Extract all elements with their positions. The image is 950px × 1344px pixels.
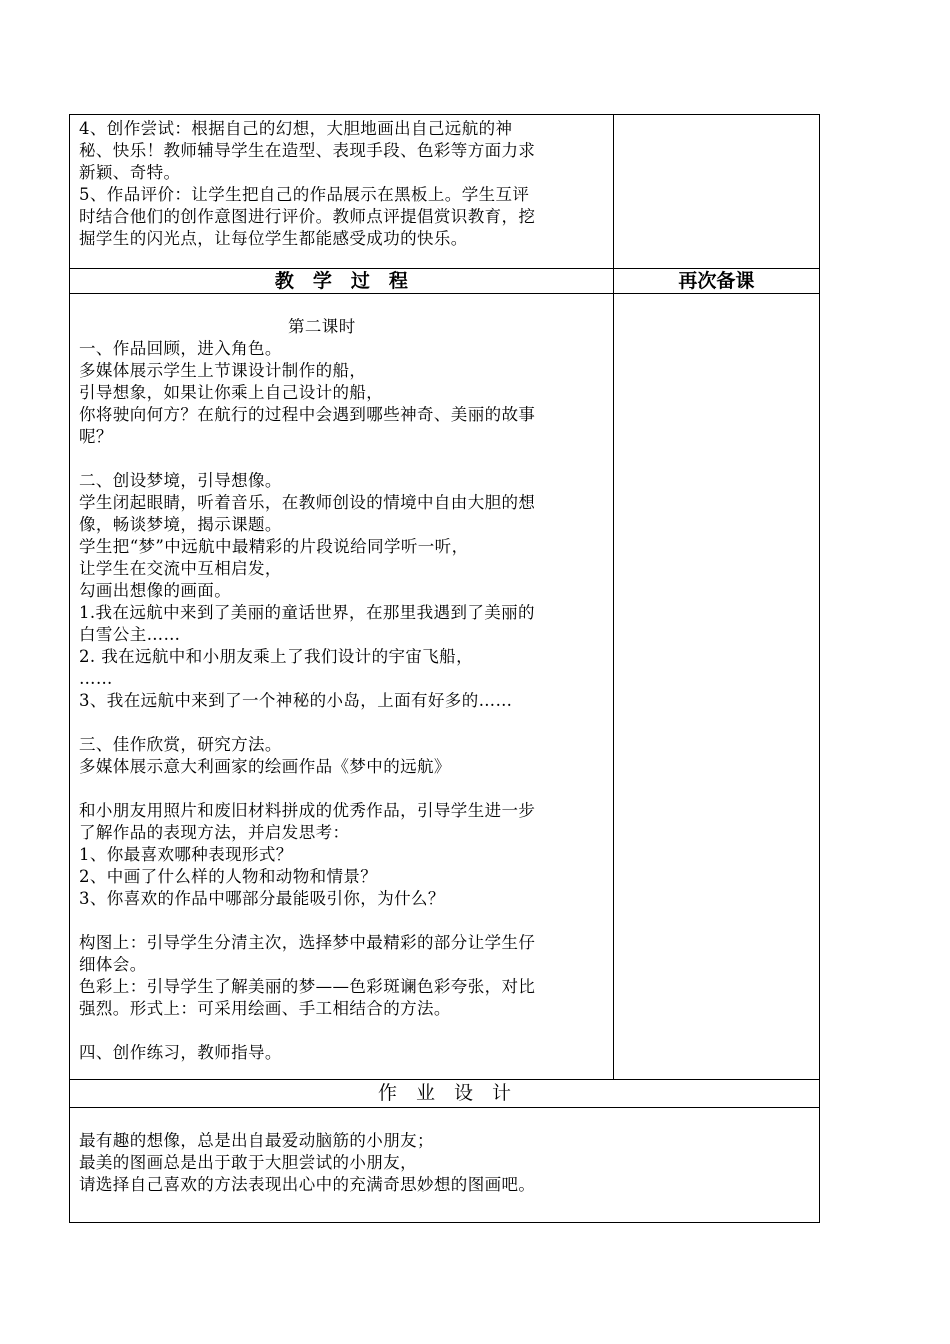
lesson-line: 四、创作练习，教师指导。 — [79, 1043, 282, 1062]
homework-body-row — [70, 1108, 820, 1223]
lesson-line — [79, 910, 603, 932]
lesson-line: 构图上：引导学生分清主次，选择梦中最精彩的部分让学生仔 — [79, 933, 536, 952]
homework-text — [70, 1108, 819, 1196]
lesson-line: 强烈。形式上：可采用绘画、手工相结合的方法。 — [79, 999, 451, 1018]
top-section-text — [70, 115, 613, 250]
lesson-line: 让学生在交流中互相启发， — [79, 559, 282, 578]
lesson-line: 三、佳作欣赏，研究方法。 — [79, 735, 282, 754]
re-prepare-header — [613, 269, 819, 294]
process-header-row — [70, 269, 820, 294]
lesson-line: 引导想象，如果让你乘上自己设计的船， — [79, 383, 384, 402]
top-section-line: 新颖、奇特。 — [79, 163, 181, 182]
lesson-line: 多媒体展示学生上节课设计制作的船， — [79, 361, 367, 380]
lesson-line: 学生把“梦”中远航中最精彩的片段说给同学听一听， — [79, 537, 469, 556]
lesson-line: 色彩上：引导学生了解美丽的梦——色彩斑谰色彩夸张，对比 — [79, 977, 536, 996]
homework-line: 最有趣的想像，总是出自最爱动脑筋的小朋友； — [79, 1131, 434, 1150]
lesson-side-cell — [613, 294, 819, 1080]
top-section-line: 掘学生的闪光点，让每位学生都能感受成功的快乐。 — [79, 229, 468, 248]
top-section-line: 5、作品评价：让学生把自己的作品展示在黑板上。学生互评 — [79, 185, 530, 204]
lesson-subtitle: 第二课时 — [288, 317, 356, 336]
lesson-line: 1、你最喜欢哪种表现形式？ — [79, 845, 293, 864]
homework-header-label: 作 业 设 计 — [377, 1082, 511, 1104]
lesson-body-content — [70, 294, 614, 1080]
lesson-line: …… — [79, 669, 113, 688]
homework-body-content — [70, 1108, 820, 1223]
lesson-line: 像，畅谈梦境，揭示课题。 — [79, 515, 282, 534]
top-section-side-cell — [613, 115, 819, 269]
lesson-line: 你将驶向何方？在航行的过程中会遇到哪些神奇、美丽的故事 — [79, 405, 536, 424]
re-prepare-header-label: 再次备课 — [678, 270, 755, 292]
lesson-line: 勾画出想像的画面。 — [79, 581, 232, 600]
lesson-line — [79, 1020, 603, 1042]
homework-header-row — [70, 1080, 820, 1108]
lesson-body-row — [70, 294, 820, 1080]
lesson-line — [79, 712, 603, 734]
lesson-line: 白雪公主…… — [79, 625, 181, 644]
lesson-line: 和小朋友用照片和废旧材料拼成的优秀作品，引导学生进一步 — [79, 801, 536, 820]
lesson-line: 2、中画了什么样的人物和动物和情景？ — [79, 867, 378, 886]
top-section-line: 时结合他们的创作意图进行评价。教师点评提倡赏识教育，挖 — [79, 207, 536, 226]
process-header-label: 教 学 过 程 — [274, 270, 408, 292]
lesson-lines — [79, 338, 603, 1064]
lesson-line — [79, 778, 603, 800]
lesson-line: 了解作品的表现方法，并启发思考： — [79, 823, 350, 842]
lesson-line: 3、你喜欢的作品中哪部分最能吸引你，为什么？ — [79, 889, 445, 908]
lesson-line: 细体会。 — [79, 955, 147, 974]
lesson-plan-table — [69, 114, 820, 1223]
lesson-line: 二、创设梦境，引导想像。 — [79, 471, 282, 490]
lesson-line: 1.我在远航中来到了美丽的童话世界，在那里我遇到了美丽的 — [79, 603, 535, 622]
lesson-line: 多媒体展示意大利画家的绘画作品《梦中的远航》 — [79, 757, 451, 776]
top-section-row — [70, 115, 820, 269]
lesson-line: 呢？ — [79, 427, 113, 446]
homework-line: 请选择自己喜欢的方法表现出心中的充满奇思妙想的图画吧。 — [79, 1175, 536, 1194]
lesson-body-text — [70, 294, 613, 1064]
top-section-line: 秘、快乐！教师辅导学生在造型、表现手段、色彩等方面力求 — [79, 141, 536, 160]
lesson-line — [79, 448, 603, 470]
lesson-line: 学生闭起眼睛，听着音乐，在教师创设的情境中自由大胆的想 — [79, 493, 536, 512]
lesson-line: 一、作品回顾，进入角色。 — [79, 339, 282, 358]
homework-line: 最美的图画总是出于敢于大胆尝试的小朋友， — [79, 1153, 417, 1172]
top-section-line: 4、创作尝试：根据自己的幻想，大胆地画出自己远航的神 — [79, 119, 513, 138]
homework-header — [70, 1080, 820, 1108]
top-section-content — [70, 115, 614, 269]
process-header — [70, 269, 614, 294]
lesson-line: 3、我在远航中来到了一个神秘的小岛，上面有好多的…… — [79, 691, 513, 710]
lesson-line: 2. 我在远航中和小朋友乘上了我们设计的宇宙飞船， — [79, 647, 473, 666]
